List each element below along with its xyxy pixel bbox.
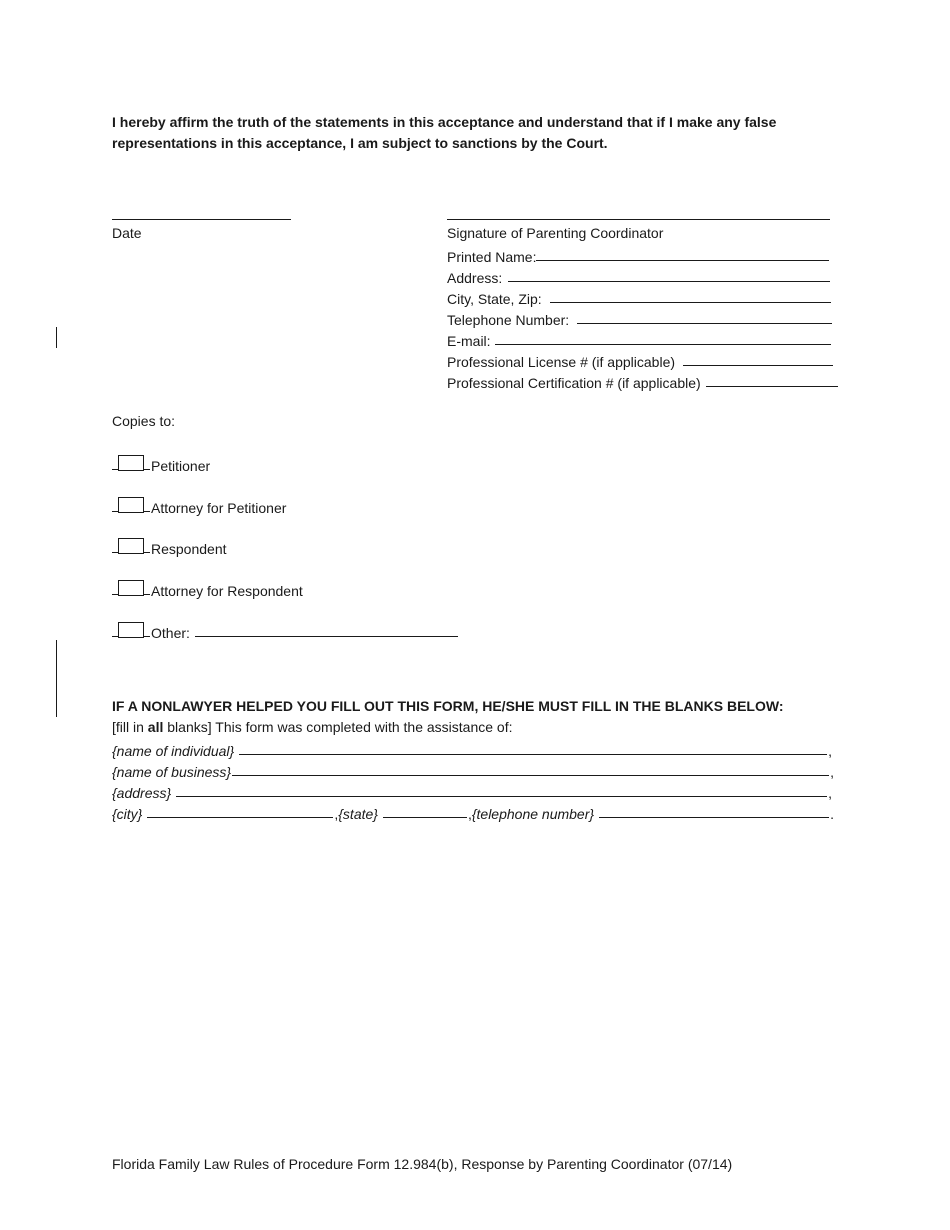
assistant-telephone-label: {telephone number} [471,806,595,822]
revision-marker [56,327,57,348]
address-label: Address: [447,270,503,286]
printed-name-field[interactable] [447,244,829,265]
telephone-blank[interactable] [577,323,832,324]
name-business-blank[interactable] [232,775,829,776]
copy-petitioner [112,453,210,474]
city-state-zip-blank[interactable] [550,302,831,303]
copy-attorney-respondent [112,578,303,599]
attorney-petitioner-checkbox[interactable] [118,497,144,513]
copy-attorney-petitioner [112,495,286,516]
affirmation-text: I hereby affirm the truth of the statements in this acceptance and understand that if I make any false representations in this acceptance, I am subject to sanctions by the Court. [112,114,777,151]
attorney-petitioner-label: Attorney for Petitioner [151,500,287,516]
email-label: E-mail: [447,333,491,349]
name-individual-row: {name of individual} , [112,743,832,759]
form-footer: Florida Family Law Rules of Procedure Form 12.984(b), Response by Parenting Coordinator (07/14) [112,1156,733,1172]
printed-name-label: Printed Name: [447,249,537,265]
other-label: Other: [151,625,190,641]
email-blank[interactable] [495,344,831,345]
city-state-phone-row: {city} , {state} , {telephone number} . [112,806,834,822]
revision-marker [56,640,57,717]
assistant-state-label: {state} [338,806,378,822]
professional-certification-blank[interactable] [706,386,838,387]
petitioner-checkbox[interactable] [118,455,144,471]
nonlawyer-instruction: [fill in all blanks] This form was completed with the assistance of: [112,719,513,735]
address-row: {address} , [112,785,832,801]
professional-license-field[interactable] [447,349,833,370]
email-field[interactable] [447,328,831,349]
coordinator-signature-line[interactable] [447,219,830,220]
telephone-label: Telephone Number: [447,312,570,328]
respondent-checkbox[interactable] [118,538,144,554]
assistant-city-blank[interactable] [147,817,333,818]
professional-license-label: Professional License # (if applicable) [447,354,676,370]
professional-license-blank[interactable] [683,365,833,366]
professional-certification-field[interactable] [447,370,838,391]
copy-other [112,620,458,641]
copies-heading: Copies to: [112,413,176,429]
assistant-state-blank[interactable] [383,817,467,818]
address-field[interactable] [447,265,830,286]
address-blank[interactable] [508,281,830,282]
petitioner-label: Petitioner [151,458,211,474]
name-business-label: {name of business} [112,764,232,780]
name-business-row: {name of business} , [112,764,834,780]
city-state-zip-field[interactable] [447,286,831,307]
attorney-respondent-checkbox[interactable] [118,580,144,596]
assistant-city-label: {city} [112,806,143,822]
signature-label: Signature of Parenting Coordinator [447,225,664,241]
other-blank[interactable] [195,636,458,637]
telephone-field[interactable] [447,307,832,328]
city-state-zip-label: City, State, Zip: [447,291,542,307]
name-individual-label: {name of individual} [112,743,235,759]
copy-respondent [112,536,227,557]
date-label: Date [112,225,142,241]
assistant-telephone-blank[interactable] [599,817,829,818]
respondent-label: Respondent [151,541,227,557]
date-signature-line[interactable] [112,219,291,220]
professional-certification-label: Professional Certification # (if applicable) [447,375,701,391]
nonlawyer-heading: IF A NONLAWYER HELPED YOU FILL OUT THIS FORM, HE/SHE MUST FILL IN THE BLANKS BELOW: [112,698,784,714]
name-individual-blank[interactable] [239,754,827,755]
assistant-address-blank[interactable] [176,796,827,797]
attorney-respondent-label: Attorney for Respondent [151,583,303,599]
assistant-address-label: {address} [112,785,172,801]
printed-name-blank[interactable] [536,260,829,261]
other-checkbox[interactable] [118,622,144,638]
